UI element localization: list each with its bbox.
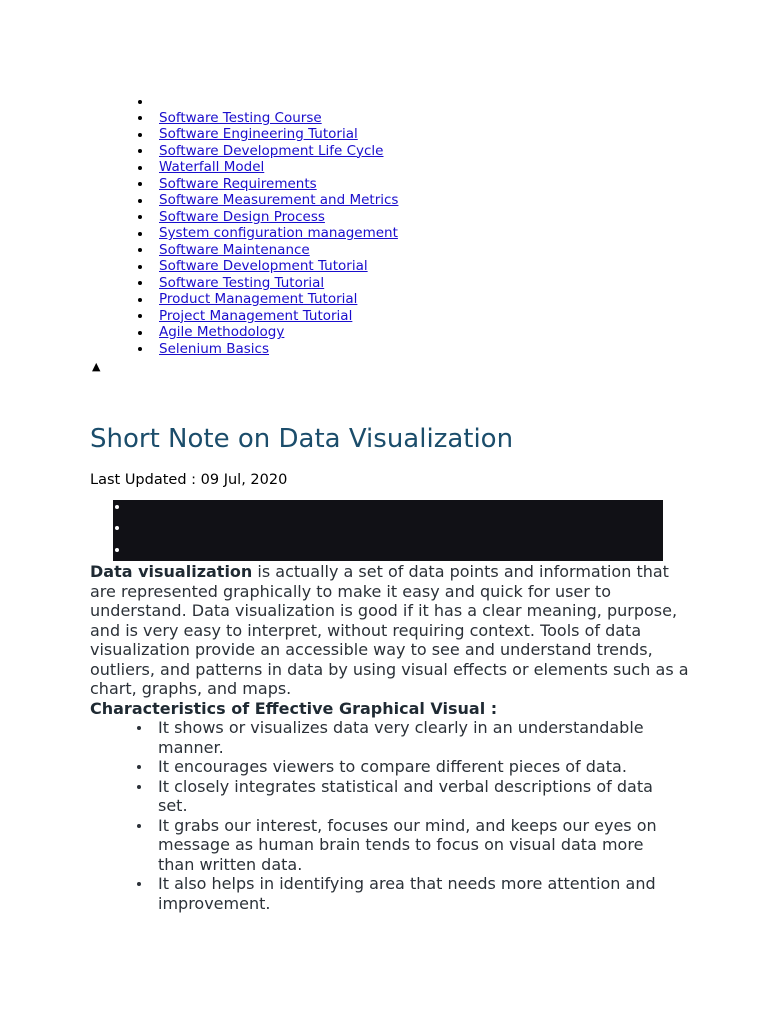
list-item [159,192,398,209]
intro-term: Data visualization [90,562,253,581]
list-item: It closely integrates statistical and verbal descriptions of data set. [158,777,678,816]
link-software-testing-tutorial[interactable]: Software Testing Tutorial [159,274,325,291]
link-project-management-tutorial[interactable]: Project Management Tutorial [159,307,353,324]
list-item [159,308,398,325]
list-item [159,258,398,275]
list-item: It also helps in identifying area that needs more attention and improvement. [158,874,678,913]
intro-text: is actually a set of data points and information that are represented graphically to make it easy and quick for user to understand. Data visualization is good if it has a clear meaning, purpose, and is very easy to interpret, without requiring context. Tools of data visualization provide an accessible way to see and understand trends, outliers, and patterns in data by using visual effects or elements such as a chart, graphs, and maps. [90,562,689,698]
page-title: Short Note on Data Visualization [90,424,514,454]
list-item [159,275,398,292]
list-item [159,143,398,160]
link-software-engineering-tutorial[interactable]: Software Engineering Tutorial [159,126,358,142]
list-item [159,209,398,226]
link-product-management-tutorial[interactable]: Product Management Tutorial [159,291,358,307]
link-software-maintenance[interactable]: Software Maintenance [159,241,310,258]
list-item [159,176,398,193]
intro-paragraph [90,562,690,699]
list-item: It encourages viewers to compare different pieces of data. [158,757,678,777]
link-software-development-tutorial[interactable]: Software Development Tutorial [159,258,368,274]
toolbar-bullet-icon [115,526,119,530]
last-updated-date: Last Updated : 09 Jul, 2020 [90,472,288,488]
link-waterfall-model[interactable]: Waterfall Model [159,159,265,175]
list-item [159,159,398,176]
link-agile-methodology[interactable]: Agile Methodology [159,324,285,340]
list-item [159,291,398,308]
characteristics-heading: Characteristics of Effective Graphical Visual : [90,698,498,718]
link-software-measurement-metrics[interactable]: Software Measurement and Metrics [159,192,399,208]
list-item [159,341,398,358]
link-software-requirements[interactable]: Software Requirements [159,175,317,192]
toolbar-bullet-icon [115,548,119,552]
characteristics-list [90,718,690,913]
share-toolbar [113,500,663,561]
link-software-design-process[interactable]: Software Design Process [159,208,325,225]
list-item [159,242,398,259]
link-software-testing-course[interactable]: Software Testing Course [159,109,322,126]
list-item [159,110,398,127]
list-item [159,93,398,110]
list-item [159,324,398,341]
link-system-configuration-management[interactable]: System configuration management [159,225,398,241]
link-sdlc[interactable]: Software Development Life Cycle [159,142,384,159]
list-item [159,225,398,242]
related-links-list [159,93,398,357]
list-item: It shows or visualizes data very clearly in an understandable manner. [158,718,678,757]
list-item: It grabs our interest, focuses our mind, and keeps our eyes on message as human brain tends to focus on visual data more than written data. [158,816,678,875]
article-body [90,562,690,913]
scroll-to-top-icon[interactable]: ▲ [92,360,101,373]
list-item [159,126,398,143]
toolbar-bullet-icon [115,505,119,509]
link-selenium-basics[interactable]: Selenium Basics [159,340,270,357]
